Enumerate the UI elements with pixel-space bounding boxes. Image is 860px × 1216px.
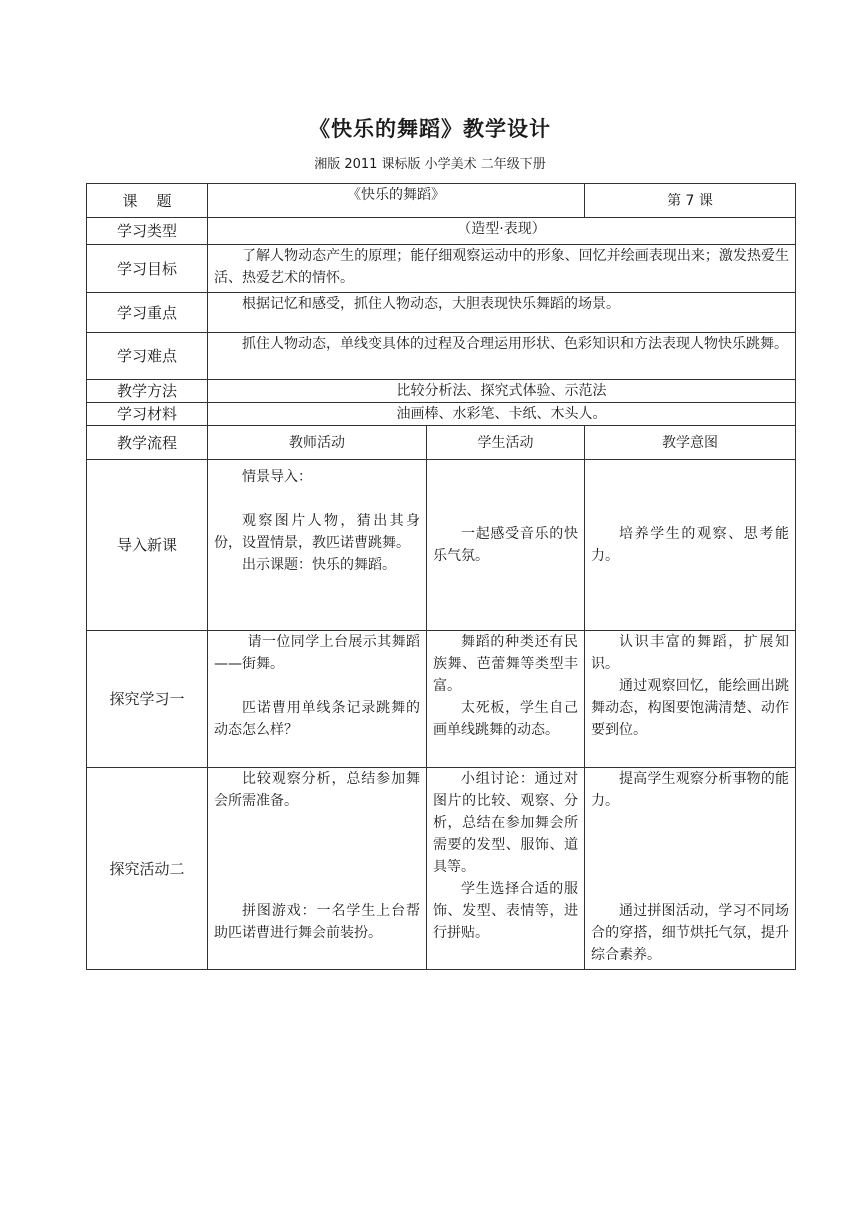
stage-name: 探究活动二 xyxy=(87,768,208,970)
row-difficulty xyxy=(87,333,796,380)
goal-text: 了解人物动态产生的原理；能仔细观察运动中的形象、回忆并绘画表现出来；激发热爱生活、热爱艺术的情怀。 xyxy=(214,248,789,286)
student-activity xyxy=(427,460,585,631)
row-materials xyxy=(87,403,796,426)
teacher-activity xyxy=(208,460,427,631)
row-stage-explore-2 xyxy=(87,768,796,970)
label-goal: 学习目标 xyxy=(87,245,208,293)
teacher-text: 出示课题：快乐的舞蹈。 xyxy=(242,557,396,573)
label-focus: 学习重点 xyxy=(87,293,208,333)
teacher-activity xyxy=(208,768,427,970)
intent-text: 提高学生观察分析事物的能力。 xyxy=(591,771,789,809)
intent-text: 认识丰富的舞蹈，扩展知识。 xyxy=(591,634,789,672)
row-focus xyxy=(87,293,796,333)
header-stage: 教学流程 xyxy=(87,426,208,460)
row-stage-explore-1 xyxy=(87,631,796,768)
lesson-plan-table xyxy=(86,183,796,970)
label-materials: 学习材料 xyxy=(87,403,208,426)
label-method: 教学方法 xyxy=(87,380,208,403)
intent-text: 培养学生的观察、思考能力。 xyxy=(591,526,789,564)
teaching-intent xyxy=(585,460,796,631)
label-topic: 课 题 xyxy=(87,184,208,218)
stage-name: 导入新课 xyxy=(87,460,208,631)
header-student: 学生活动 xyxy=(427,426,585,460)
teacher-text: 情景导入： xyxy=(242,469,312,485)
row-stage-intro xyxy=(87,460,796,631)
student-text: 一起感受音乐的快乐气氛。 xyxy=(433,526,578,564)
value-goal xyxy=(208,245,796,293)
value-difficulty xyxy=(208,333,796,380)
document-title: 《快乐的舞蹈》教学设计 xyxy=(309,117,551,141)
row-goal xyxy=(87,245,796,293)
teacher-text: 匹诺曹用单线条记录跳舞的动态怎么样？ xyxy=(214,700,420,738)
value-topic: 《快乐的舞蹈》 xyxy=(208,184,585,218)
student-activity xyxy=(427,631,585,768)
document-subtitle: 湘版 2011 课标版 小学美术 二年级下册 xyxy=(314,157,546,172)
row-type xyxy=(87,218,796,245)
teaching-intent xyxy=(585,631,796,768)
student-text: 太死板，学生自己画单线跳舞的动态。 xyxy=(433,700,578,738)
label-type: 学习类型 xyxy=(87,218,208,245)
difficulty-text: 抓住人物动态，单线变具体的过程及合理运用形状、色彩知识和方法表现人物快乐跳舞。 xyxy=(242,336,788,352)
row-method xyxy=(87,380,796,403)
label-difficulty: 学习难点 xyxy=(87,333,208,380)
value-lesson-number: 第 7 课 xyxy=(585,184,796,218)
header-teacher: 教师活动 xyxy=(208,426,427,460)
student-activity xyxy=(427,768,585,970)
teacher-text: 请一位同学上台展示其舞蹈——街舞。 xyxy=(214,634,420,672)
value-focus xyxy=(208,293,796,333)
header-intent: 教学意图 xyxy=(585,426,796,460)
row-topic xyxy=(87,184,796,218)
teacher-text: 比较观察分析，总结参加舞会所需准备。 xyxy=(214,771,420,809)
student-text: 小组讨论：通过对图片的比较、观察、分析，总结在参加舞会所需要的发型、服饰、道具等。 xyxy=(433,771,578,875)
teaching-intent xyxy=(585,768,796,970)
intent-text: 通过拼图活动，学习不同场合的穿搭，细节烘托气氛，提升综合素养。 xyxy=(591,903,789,963)
student-text: 学生选择合适的服饰、发型、表情等，进行拼贴。 xyxy=(433,881,578,941)
teacher-activity xyxy=(208,631,427,768)
value-method: 比较分析法、探究式体验、示范法 xyxy=(208,380,796,403)
student-text: 舞蹈的种类还有民族舞、芭蕾舞等类型丰富。 xyxy=(433,634,578,694)
focus-text: 根据记忆和感受，抓住人物动态，大胆表现快乐舞蹈的场景。 xyxy=(242,296,620,312)
value-materials: 油画棒、水彩笔、卡纸、木头人。 xyxy=(208,403,796,426)
teacher-text: 拼图游戏：一名学生上台帮助匹诺曹进行舞会前装扮。 xyxy=(214,903,420,941)
row-process-header xyxy=(87,426,796,460)
teacher-text: 观察图片人物，猜出其身份，设置情景，教匹诺曹跳舞。 xyxy=(214,513,420,551)
intent-text: 通过观察回忆，能绘画出跳舞动态，构图要饱满清楚、动作要到位。 xyxy=(591,678,789,738)
value-type: （造型·表现） xyxy=(208,218,796,245)
stage-name: 探究学习一 xyxy=(87,631,208,768)
